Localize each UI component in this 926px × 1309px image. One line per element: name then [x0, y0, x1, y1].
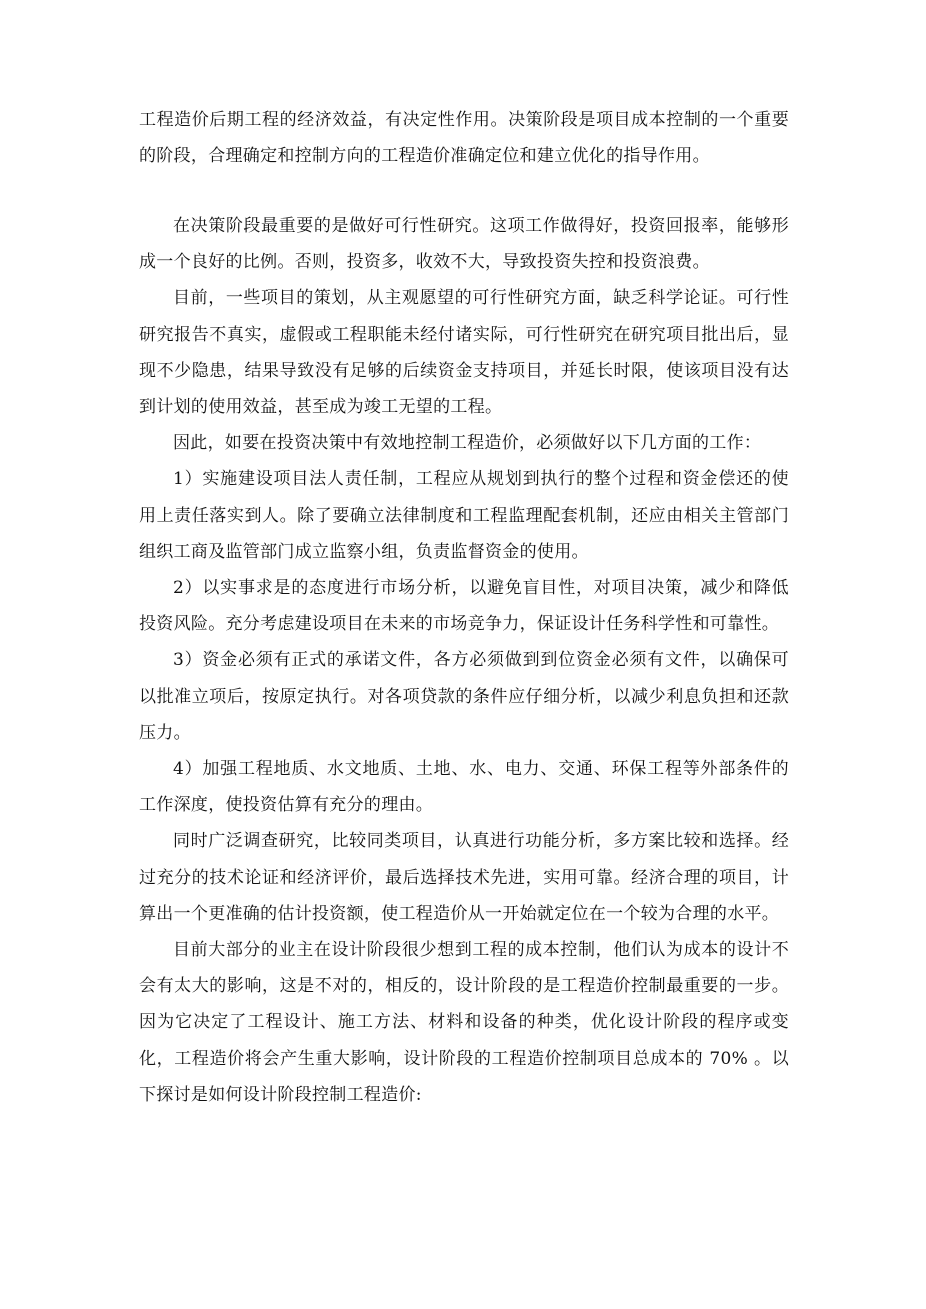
list-item-3: 3）资金必须有正式的承诺文件，各方必须做到到位资金必须有文件，以确保可以批准立项后，按原定执行。对各项贷款的条件应仔细分析，以减少利息负担和还款压力。: [139, 650, 789, 743]
paragraph-feasibility-study: 在决策阶段最重要的是做好可行性研究。这项工作做得好，投资回报率，能够形成一个良好的比例。否则，投资多，收效不大，导致投资失控和投资浪费。: [139, 216, 789, 273]
list-item-2: 2）以实事求是的态度进行市场分析，以避免盲目性，对项目决策，减少和降低投资风险。充分考虑建设项目在未来的市场竞争力，保证设计任务科学性和可靠性。: [139, 578, 789, 635]
list-item-1: 1）实施建设项目法人责任制，工程应从规划到执行的整个过程和资金偿还的使用上责任落实到人。除了要确立法律制度和工程监理配套机制，还应由相关主管部门组织工商及监管部门成立监察小组，负责监督资金的使用。: [139, 469, 789, 562]
paragraph-current-projects: 目前，一些项目的策划，从主观愿望的可行性研究方面，缺乏科学论证。可行性研究报告不真实，虚假或工程职能未经付诸实际，可行性研究在研究项目批出后，显现不少隐患，结果导致没有足够的后续资金支持项目，并延长时限，使该项目没有达到计划的使用效益，甚至成为竣工无望的工程。: [139, 288, 789, 418]
paragraph-investment-control-intro: 因此，如要在投资决策中有效地控制工程造价，必须做好以下几方面的工作：: [173, 433, 762, 454]
continued-paragraph: 工程造价后期工程的经济效益，有决定性作用。决策阶段是项目成本控制的一个重要的阶段，合理确定和控制方向的工程造价准确定位和建立优化的指导作用。: [139, 110, 789, 167]
continued-text-block: [139, 102, 789, 174]
list-item-4: 4）加强工程地质、水文地质、土地、水、电力、交通、环保工程等外部条件的工作深度，使投资估算有充分的理由。: [139, 759, 789, 816]
paragraph-design-stage: 目前大部分的业主在设计阶段很少想到工程的成本控制，他们认为成本的设计不会有太大的影响，这是不对的，相反的，设计阶段的是工程造价控制最重要的一步。因为它决定了工程设计、施工方法、材料和设备的种类，优化设计阶段的程序或变化，工程造价将会产生重大影响，设计阶段的工程造价控制项目总成本的 70% 。以下探讨是如何设计阶段控制工程造价:: [139, 940, 789, 1105]
paragraph-comparison-analysis: 同时广泛调查研究，比较同类项目，认真进行功能分析，多方案比较和选择。经过充分的技术论证和经济评价，最后选择技术先进，实用可靠。经济合理的项目，计算出一个更准确的估计投资额，使工程造价从一开始就定位在一个较为合理的水平。: [139, 831, 789, 924]
body-text-block: [139, 208, 789, 1113]
